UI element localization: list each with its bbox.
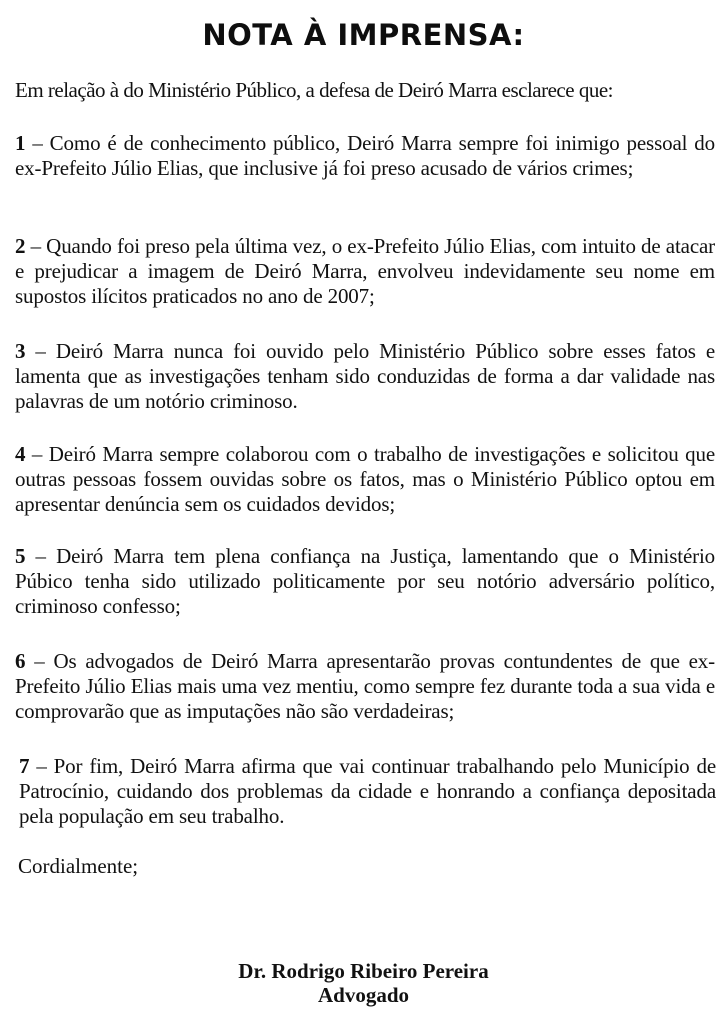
- closing-text: Cordialmente;: [18, 854, 139, 878]
- item-number: 4: [15, 442, 26, 466]
- signature-name: Dr. Rodrigo Ribeiro Pereira: [238, 959, 489, 983]
- item-text: – Deiró Marra tem plena confiança na Justiça, lamentando que o Ministério Púbico tenha sido utilizado politicamente por seu notório adversário político, criminoso confesso;: [15, 544, 715, 618]
- item-text: – Como é de conhecimento público, Deiró Marra sempre foi inimigo pessoal do ex-Prefeito Júlio Elias, que inclusive já foi preso acusado de vários crimes;: [15, 131, 715, 180]
- item-number: 3: [15, 339, 26, 363]
- item-number: 1: [15, 131, 26, 155]
- statement-item-7: [19, 754, 716, 829]
- item-number: 5: [15, 544, 26, 568]
- statement-item-5: [15, 544, 715, 619]
- item-text: – Deiró Marra sempre colaborou com o trabalho de investigações e solicitou que outras pessoas fossem ouvidas sobre os fatos, mas o Ministério Público optou em apresentar denúncia sem os cuidados devidos;: [15, 442, 715, 516]
- signature-role: Advogado: [317, 983, 410, 1007]
- statement-item-6: [15, 649, 715, 724]
- page-title: NOTA À IMPRENSA:: [202, 18, 525, 52]
- statement-item-3: [15, 339, 715, 414]
- item-number: 6: [15, 649, 26, 673]
- statement-item-2: [15, 234, 715, 309]
- item-text: – Os advogados de Deiró Marra apresentarão provas contundentes de que ex-Prefeito Júlio Elias mais uma vez mentiu, como sempre fez durante toda a sua vida e comprovarão que as imputações não são verdadeiras;: [15, 649, 715, 723]
- signature-block: [0, 959, 727, 1007]
- item-text: – Quando foi preso pela última vez, o ex-Prefeito Júlio Elias, com intuito de atacar e prejudicar a imagem de Deiró Marra, envolveu indevidamente seu nome em supostos ilícitos praticados no ano de 2007;: [15, 234, 715, 308]
- intro-text: Em relação à do Ministério Público, a defesa de Deiró Marra esclarece que:: [15, 78, 613, 102]
- item-text: – Por fim, Deiró Marra afirma que vai continuar trabalhando pelo Município de Patrocínio, cuidando dos problemas da cidade e honrando a confiança depositada pela população em seu trabalho.: [19, 754, 716, 828]
- item-number: 7: [19, 754, 30, 778]
- statement-item-1: [15, 131, 715, 181]
- item-number: 2: [15, 234, 26, 258]
- item-text: – Deiró Marra nunca foi ouvido pelo Ministério Público sobre esses fatos e lamenta que as investigações tenham sido conduzidas de forma a dar validade nas palavras de um notório criminoso.: [15, 339, 715, 413]
- statement-item-4: [15, 442, 715, 517]
